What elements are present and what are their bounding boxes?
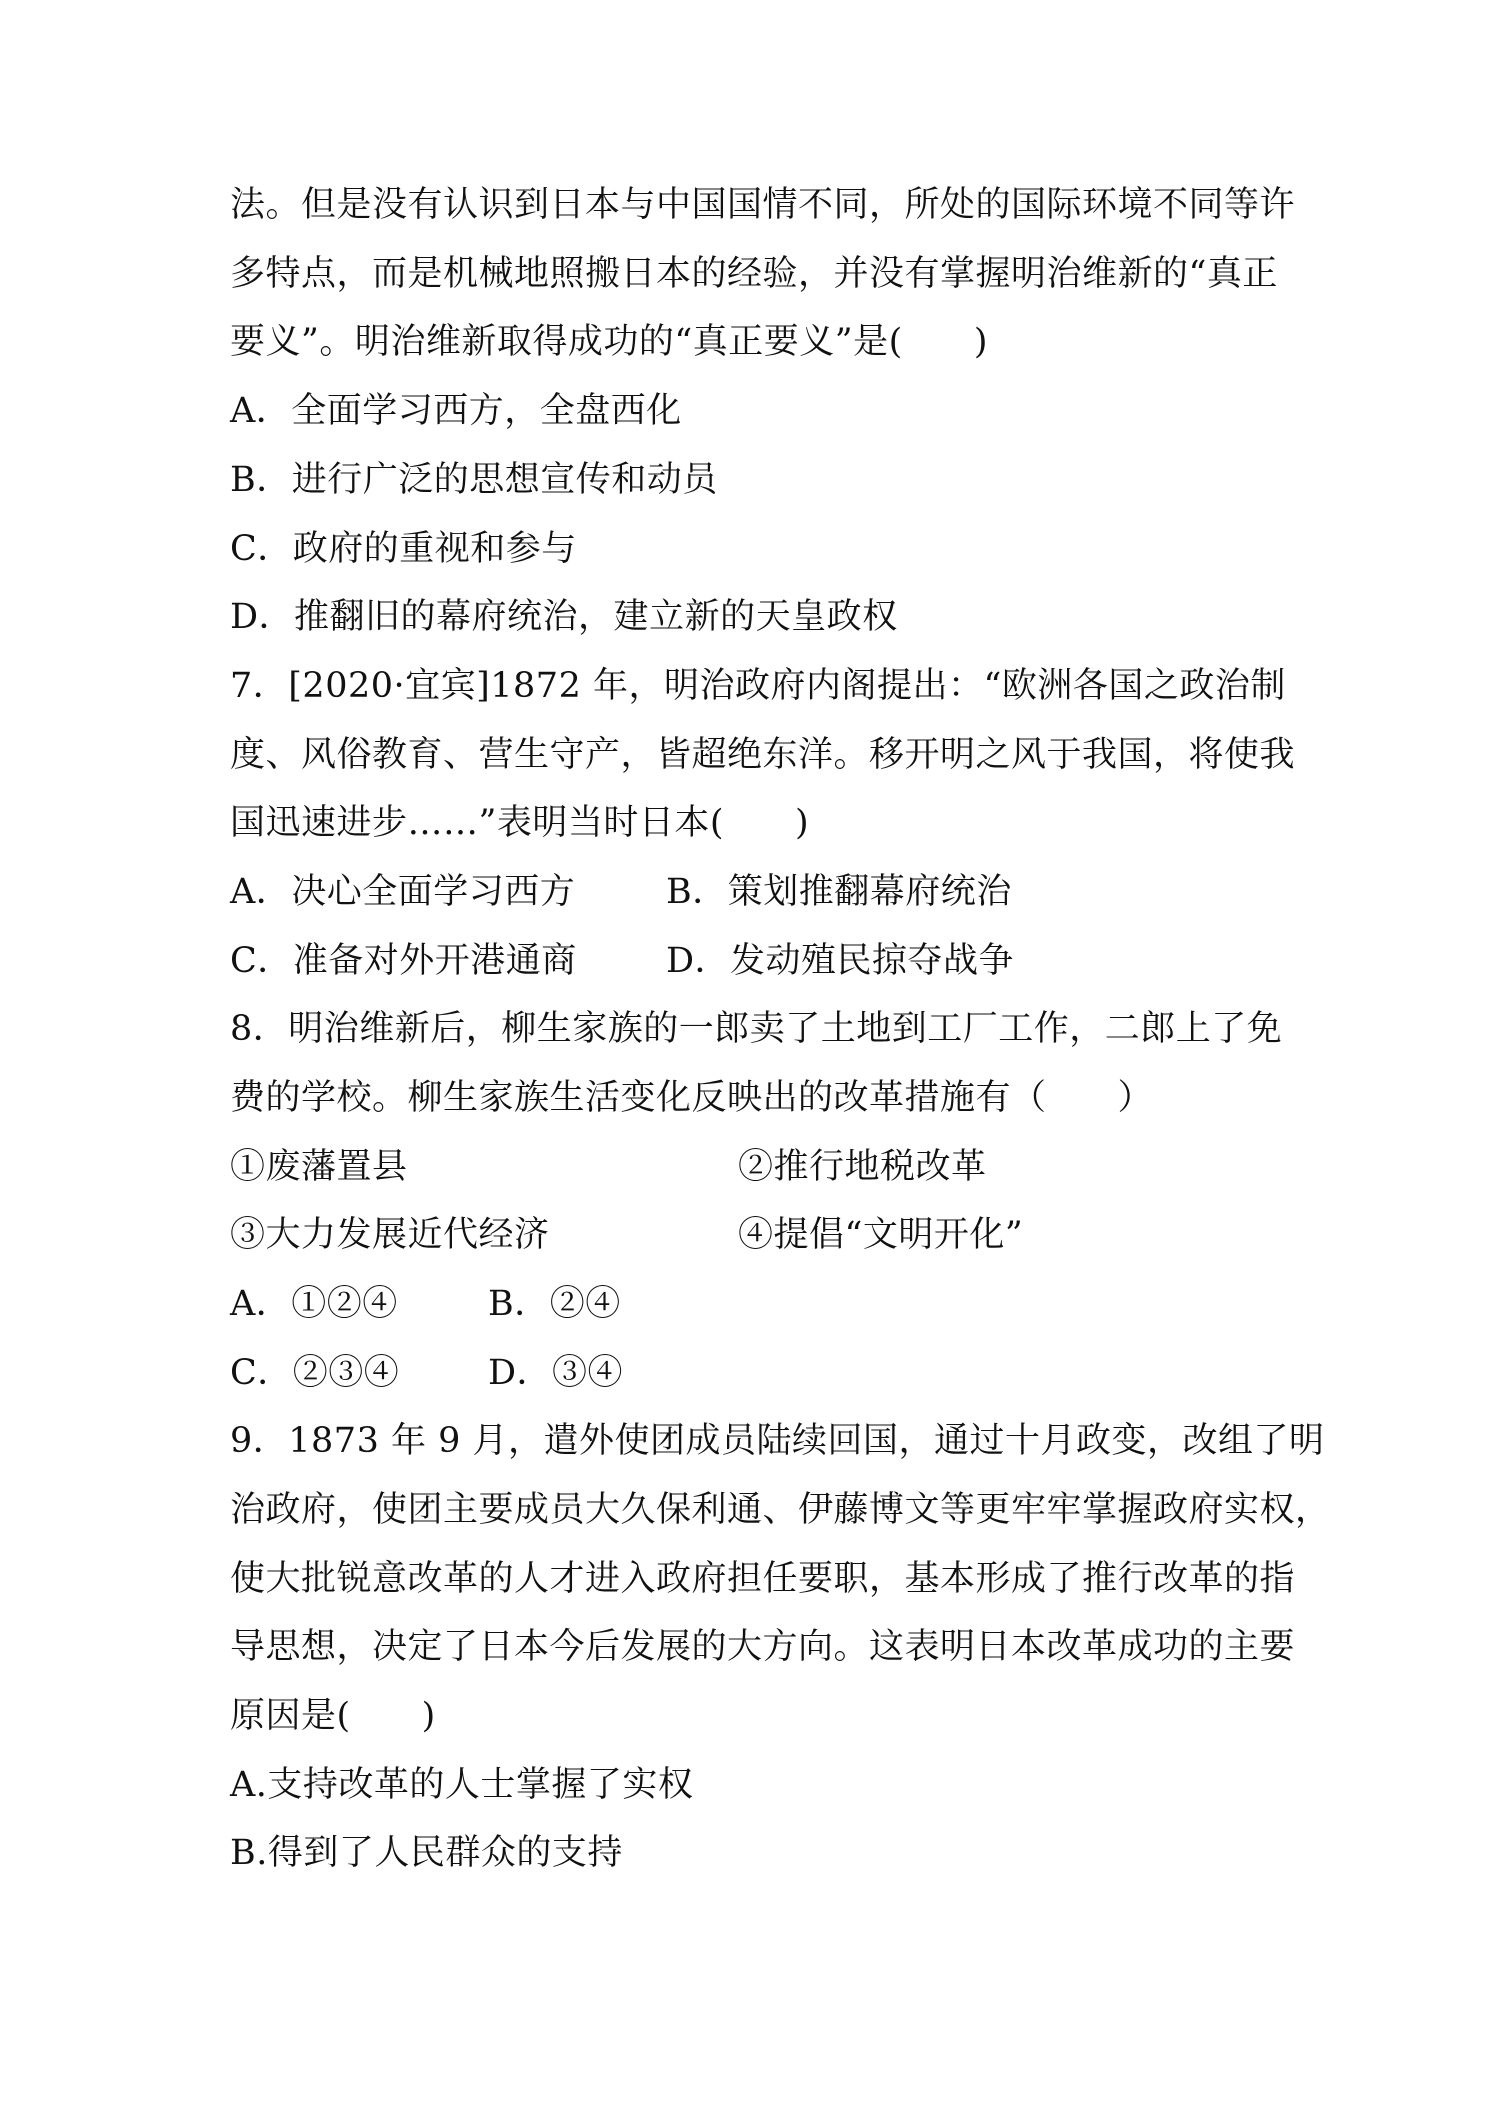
q8-item-2: ②推行地税改革 xyxy=(738,1147,987,1187)
q7-option-a: A．决心全面学习西方 xyxy=(230,872,576,912)
q8-stem-line-2: 费的学校。柳生家族生活变化反映出的改革措施有（ ） xyxy=(230,1078,1154,1118)
q7-stem-line-2: 度、风俗教育、营生守产，皆超绝东洋。移开明之风于我国，将使我 xyxy=(230,735,1296,775)
q8-option-d: D．③④ xyxy=(488,1353,624,1393)
q8-stem-line-1: 8．明治维新后，柳生家族的一郎卖了土地到工厂工作，二郎上了免 xyxy=(230,1009,1283,1049)
q9-stem-line-3: 使大批锐意改革的人才进入政府担任要职，基本形成了推行改革的指 xyxy=(230,1559,1296,1599)
q9-stem-line-4: 导思想，决定了日本今后发展的大方向。这表明日本改革成功的主要 xyxy=(230,1627,1296,1667)
q6-option-c: C．政府的重视和参与 xyxy=(230,529,577,569)
q8-option-b: B．②④ xyxy=(488,1284,621,1324)
q6-option-a: A．全面学习西方，全盘西化 xyxy=(230,391,682,431)
q8-item-3: ③大力发展近代经济 xyxy=(230,1215,550,1255)
q9-stem-line-5: 原因是( ) xyxy=(230,1696,436,1736)
q7-stem-line-1: 7．[2020·宜宾]1872 年，明治政府内阁提出：“欧洲各国之政治制 xyxy=(230,666,1286,706)
q9-stem-line-2: 治政府，使团主要成员大久保利通、伊藤博文等更牢牢掌握政府实权， xyxy=(230,1490,1331,1530)
q9-option-b: B.得到了人民群众的支持 xyxy=(230,1833,623,1873)
q9-stem-line-1: 9．1873 年 9 月，遣外使团成员陆续回国，通过十月政变，改组了明 xyxy=(230,1421,1325,1461)
q7-option-c: C．准备对外开港通商 xyxy=(230,941,577,981)
q6-stem-line-2: 多特点，而是机械地照搬日本的经验，并没有掌握明治维新的“真正 xyxy=(230,254,1278,294)
q6-option-b: B．进行广泛的思想宣传和动员 xyxy=(230,460,718,500)
q6-option-d: D．推翻旧的幕府统治，建立新的天皇政权 xyxy=(230,597,898,637)
q6-stem-line-3: 要义”。明治维新取得成功的“真正要义”是( ) xyxy=(230,322,988,362)
q7-option-b: B．策划推翻幕府统治 xyxy=(666,872,1012,912)
q9-option-a: A.支持改革的人士掌握了实权 xyxy=(230,1765,694,1805)
q7-option-d: D．发动殖民掠夺战争 xyxy=(666,941,1015,981)
q8-option-a: A．①②④ xyxy=(230,1284,398,1324)
q8-item-1: ①废藩置县 xyxy=(230,1147,408,1187)
q8-option-c: C．②③④ xyxy=(230,1353,400,1393)
q8-item-4: ④提倡“文明开化” xyxy=(738,1215,1024,1255)
q6-stem-line-1: 法。但是没有认识到日本与中国国情不同，所处的国际环境不同等许 xyxy=(230,185,1296,225)
q7-stem-line-3: 国迅速进步……”表明当时日本( ) xyxy=(230,803,810,843)
